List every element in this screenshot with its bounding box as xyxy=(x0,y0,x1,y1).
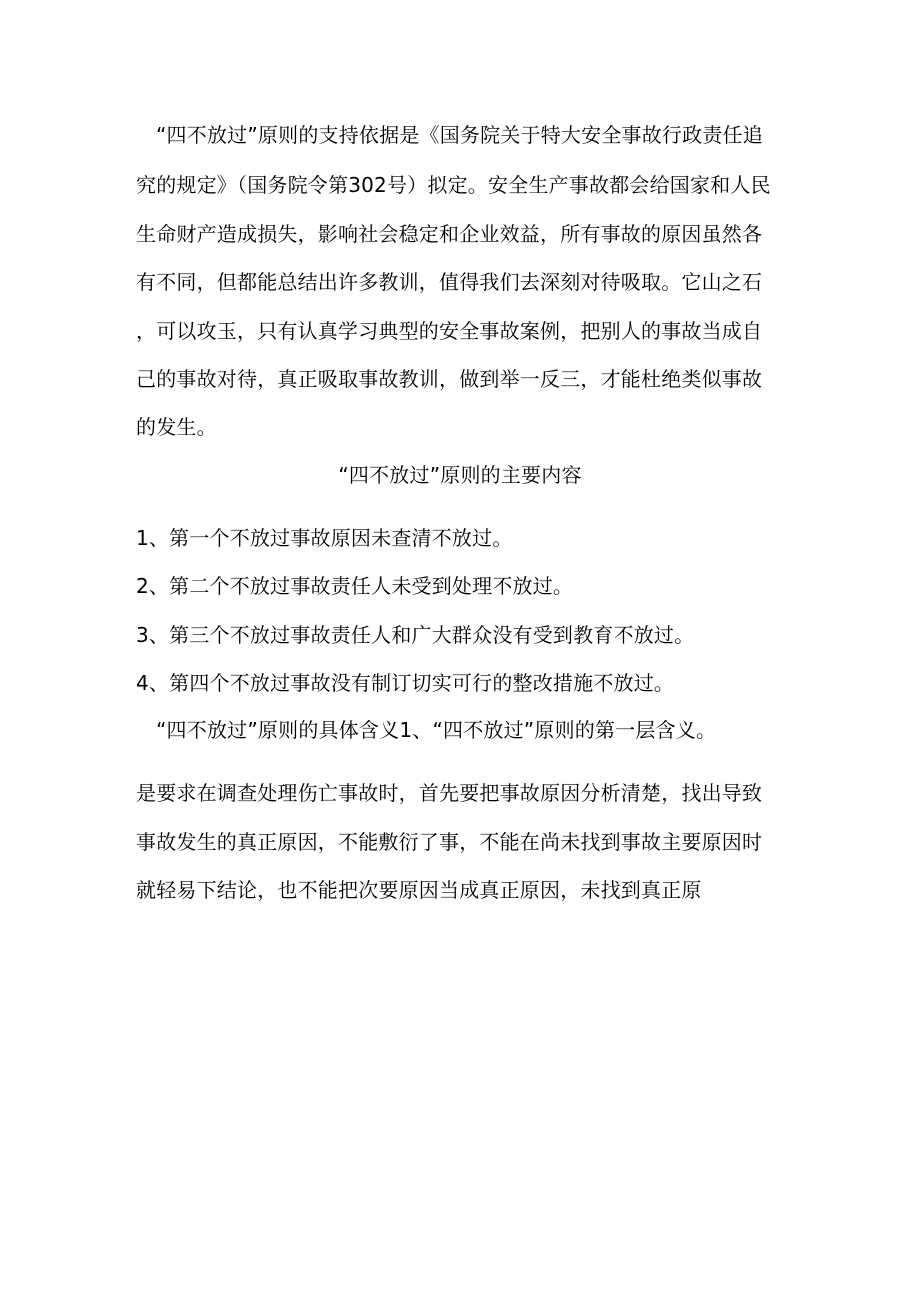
main-content-heading: “四不放过”原则的主要内容 xyxy=(338,463,582,487)
intro-line: “四不放过”原则的支持依据是《国务院关于特大安全事故行政责任追 xyxy=(156,123,763,147)
meaning-line: 事故发生的真正原因，不能敷衍了事，不能在尚未找到事故主要原因时 xyxy=(136,830,763,854)
intro-line: 的发生。 xyxy=(136,415,217,439)
intro-line: 有不同，但都能总结出许多教训，值得我们去深刻对待吸取。它山之石 xyxy=(136,270,763,294)
principle-item-4: 4、第四个不放过事故没有制订切实可行的整改措施不放过。 xyxy=(136,671,675,695)
intro-line: ，可以攻玉，只有认真学习典型的安全事故案例，把别人的事故当成自 xyxy=(136,319,763,343)
principle-item-1: 1、第一个不放过事故原因未查清不放过。 xyxy=(136,526,513,550)
principle-item-3: 3、第三个不放过事故责任人和广大群众没有受到教育不放过。 xyxy=(136,623,695,647)
meaning-line: 是要求在调查处理伤亡事故时，首先要把事故原因分析清楚，找出导致 xyxy=(136,781,763,805)
intro-line: 究的规定》（国务院令第302号）拟定。安全生产事故都会给国家和人民 xyxy=(136,173,771,197)
meaning-heading: “四不放过”原则的具体含义1、“四不放过”原则的第一层含义。 xyxy=(156,718,717,742)
meaning-line: 就轻易下结论，也不能把次要原因当成真正原因，未找到真正原 xyxy=(136,878,702,902)
intro-line: 己的事故对待，真正吸取事故教训，做到举一反三，才能杜绝类似事故 xyxy=(136,367,763,391)
intro-line: 生命财产造成损失，影响社会稳定和企业效益，所有事故的原因虽然各 xyxy=(136,222,763,246)
principle-item-2: 2、第二个不放过事故责任人未受到处理不放过。 xyxy=(136,574,574,598)
